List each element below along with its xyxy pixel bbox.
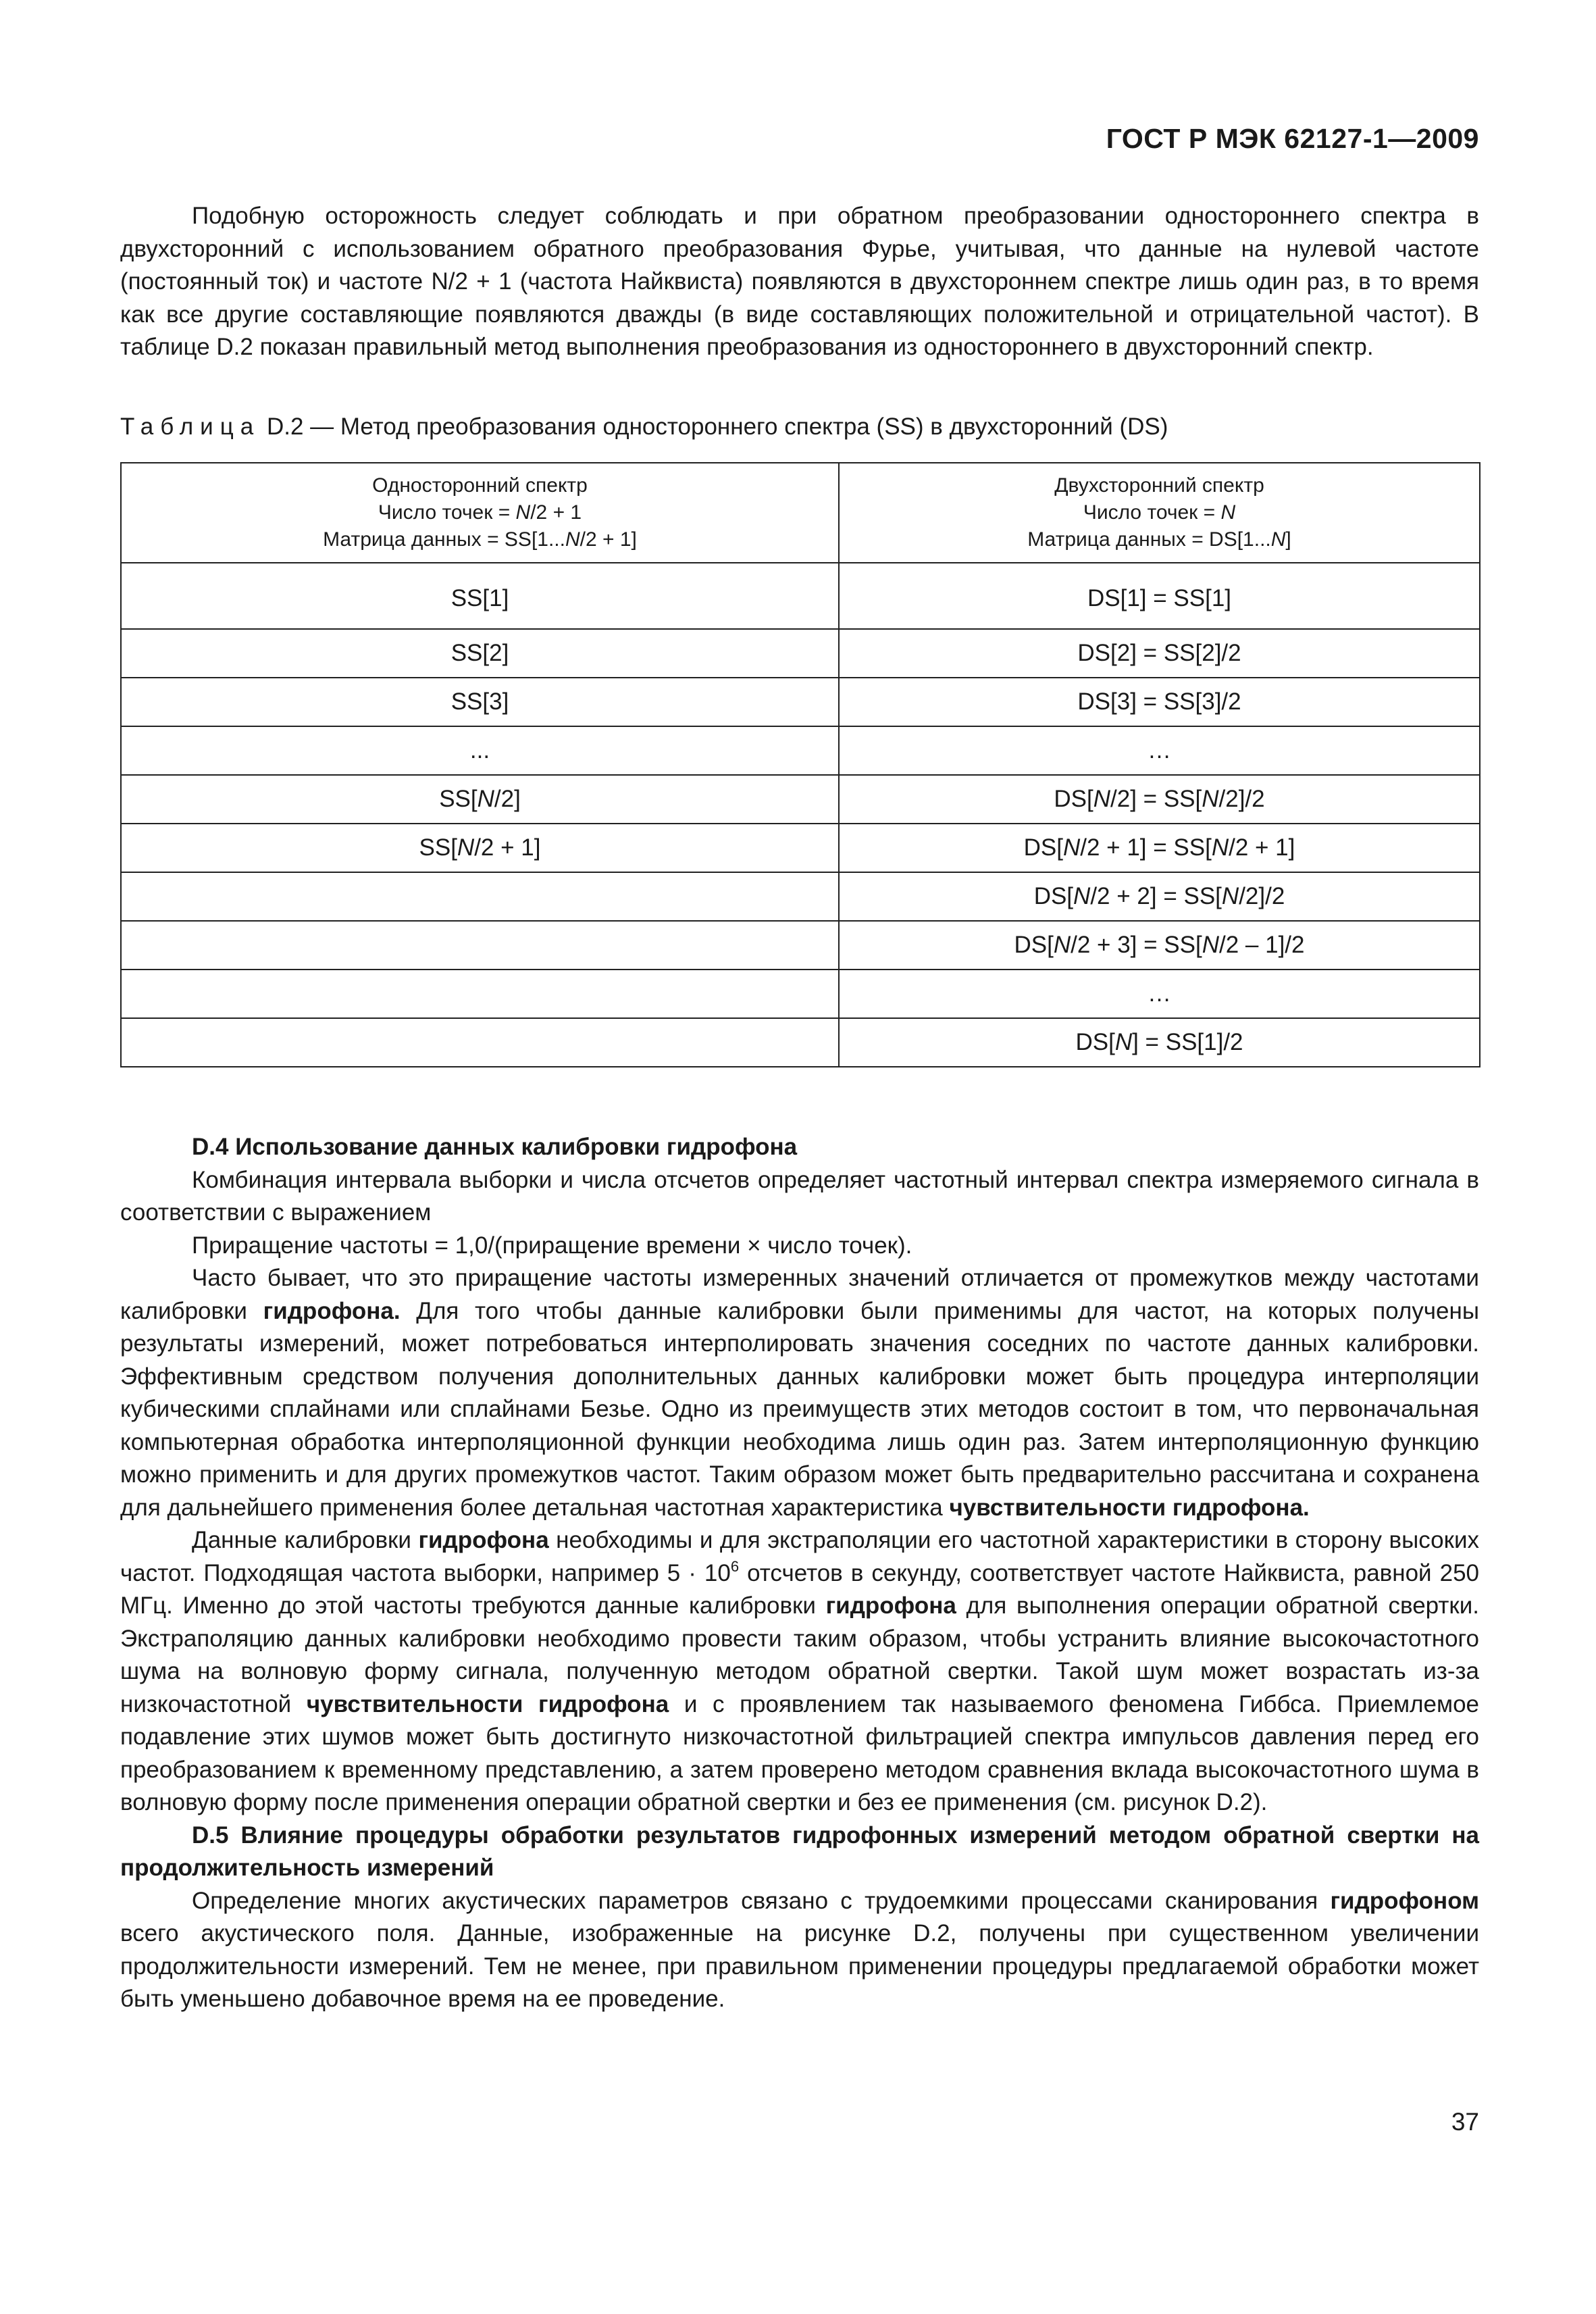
- table-row: [121, 563, 1480, 629]
- cell-single-sided: SS[N/2 + 1]: [121, 824, 839, 872]
- section-d4-paragraph-4: Данные калибровки гидрофона необходимы и для экстраполяции его частотной характеристики в сторону высоких частот. Подходящая частота выборки, например $5 \cdot 10^6$ отсчетов в секунду, соответствует частоте Найквиста, равной 250 МГц. Именно до этой частоты требуются данные калибровки гидрофона для выполнения операции обратной свертки. Экстраполяцию данных калибровки необходимо провести таким образом, чтобы устранить влияние высокочастотного шума на волновую форму сигнала, полученную методом обратной свертки. Такой шум может возрастать из-за низкочастотной чувствительности гидрофона и с проявлением так называемого феномена Гиббса. Приемлемое подавление этих шумов может быть достигнуто низкочастотной фильтрацией спектра импульсов давления перед его преобразованием к временному представлению, а затем проверено методом сравнения вклада высокочастотного шума в волновую форму после применения операции обратной свертки и без ее применения (см. рисунок D.2).: [120, 1527, 1480, 1815]
- cell-double-sided: DS[N] = SS[1]/2: [839, 1018, 1480, 1067]
- cell-double-sided: DS[1] = SS[1]: [839, 563, 1480, 629]
- cell-double-sided: DS[N/2 + 2] = SS[N/2]/2: [839, 872, 1480, 921]
- header-double-sided: [839, 463, 1480, 563]
- header-data-matrix: Матрица данных = DS[1...N]: [1027, 528, 1291, 551]
- table-caption: [120, 413, 1168, 441]
- cell-double-sided: DS[2] = SS[2]/2: [839, 629, 1480, 678]
- intro-paragraph: Подобную осторожность следует соблюдать и при обратном преобразовании одностороннего спектра в двухсторонний с использованием обратного преобразования Фурье, учитывая, что данные на нулевой частоте (постоянный ток) и частоте N/2 + 1 (частота Найквиста) появляются в двухстороннем спектре лишь один раз, в то время как все другие составляющие появляются дважды (в виде составляющих положительной и отрицательной частот). В таблице D.2 показан правильный метод выполнения преобразования из одностороннего в двухсторонний спектр.: [120, 203, 1479, 360]
- table-header-row: [121, 463, 1480, 563]
- table-row: [121, 629, 1480, 678]
- cell-single-sided: [121, 970, 839, 1018]
- cell-double-sided: DS[N/2 + 1] = SS[N/2 + 1]: [839, 824, 1480, 872]
- cell-single-sided: [121, 1018, 839, 1067]
- cell-double-sided: DS[3] = SS[3]/2: [839, 678, 1480, 726]
- table-row: [121, 970, 1480, 1018]
- table-row: [121, 726, 1480, 775]
- cell-single-sided: ...: [121, 726, 839, 775]
- cell-single-sided: SS[N/2]: [121, 775, 839, 824]
- header-title: Двухсторонний спектр: [1054, 474, 1264, 497]
- document-header-standard-id: ГОСТ Р МЭК 62127-1—2009: [1106, 123, 1479, 154]
- table-row: [121, 872, 1480, 921]
- header-point-count: Число точек = N/2 + 1: [378, 501, 582, 524]
- header-point-count: Число точек = N: [1083, 501, 1236, 524]
- section-d4-paragraph-3: Часто бывает, что это приращение частоты измеренных значений отличается от промежутков между частотами калибровки гидрофона. Для того чтобы данные калибровки были применимы для частот, на которых получены результаты измерений, может потребоваться интерполировать значения соседних по частоте данных калибровки. Эффективным средством получения дополнительных данных калибровки может быть процедура интерполяции кубическими сплайнами или сплайнами Безье. Одно из преимуществ этих методов состоит в том, что первоначальная компьютерная обработка интерполяционной функции необходима лишь один раз. Затем интерполяционную функцию можно применить и для других промежутков частот. Таким образом может быть предварительно рассчитана и сохранена для дальнейшего применения более детальная частотная характеристика чувствительности гидрофона.: [120, 1265, 1479, 1521]
- cell-double-sided: …: [839, 970, 1480, 1018]
- section-d4-title: D.4 Использование данных калибровки гидрофона: [192, 1134, 798, 1160]
- cell-double-sided: …: [839, 726, 1480, 775]
- body-sections: [120, 1131, 1479, 2016]
- cell-single-sided: [121, 872, 839, 921]
- table-row: [121, 921, 1480, 970]
- table-row: [121, 775, 1480, 824]
- section-d4-paragraph-1: Комбинация интервала выборки и числа отсчетов определяет частотный интервал спектра измеряемого сигнала в соответствии с выражением: [120, 1166, 1479, 1226]
- header-title: Односторонний спектр: [372, 474, 588, 497]
- header-single-sided: [121, 463, 839, 563]
- table-caption-label: Таблица: [120, 413, 261, 440]
- cell-single-sided: SS[1]: [121, 563, 839, 629]
- header-data-matrix: Матрица данных = SS[1...N/2 + 1]: [323, 528, 637, 551]
- cell-single-sided: SS[2]: [121, 629, 839, 678]
- page-number: 37: [1451, 2108, 1479, 2136]
- table-caption-text: D.2 — Метод преобразования одностороннего спектра (SS) в двухсторонний (DS): [266, 413, 1168, 440]
- cell-double-sided: DS[N/2 + 3] = SS[N/2 – 1]/2: [839, 921, 1480, 970]
- cell-single-sided: SS[3]: [121, 678, 839, 726]
- table-row: [121, 1018, 1480, 1067]
- section-d4-formula: Приращение частоты = 1,0/(приращение времени × число точек).: [192, 1232, 912, 1259]
- section-d5-title: D.5 Влияние процедуры обработки результатов гидрофонных измерений методом обратной свертки на продолжительность измерений: [120, 1821, 1479, 1881]
- section-d5-paragraph-1: Определение многих акустических параметров связано с трудоемкими процессами сканирования гидрофоном всего акустического поля. Данные, изображенные на рисунке D.2, получены при существенном увеличении продолжительности измерений. Тем не менее, при правильном применении процедуры предлагаемой обработки может быть уменьшено добавочное время на ее проведение.: [120, 1887, 1479, 2012]
- cell-double-sided: DS[N/2] = SS[N/2]/2: [839, 775, 1480, 824]
- table-row: [121, 824, 1480, 872]
- cell-single-sided: [121, 921, 839, 970]
- spectrum-conversion-table: [120, 462, 1481, 1067]
- table-row: [121, 678, 1480, 726]
